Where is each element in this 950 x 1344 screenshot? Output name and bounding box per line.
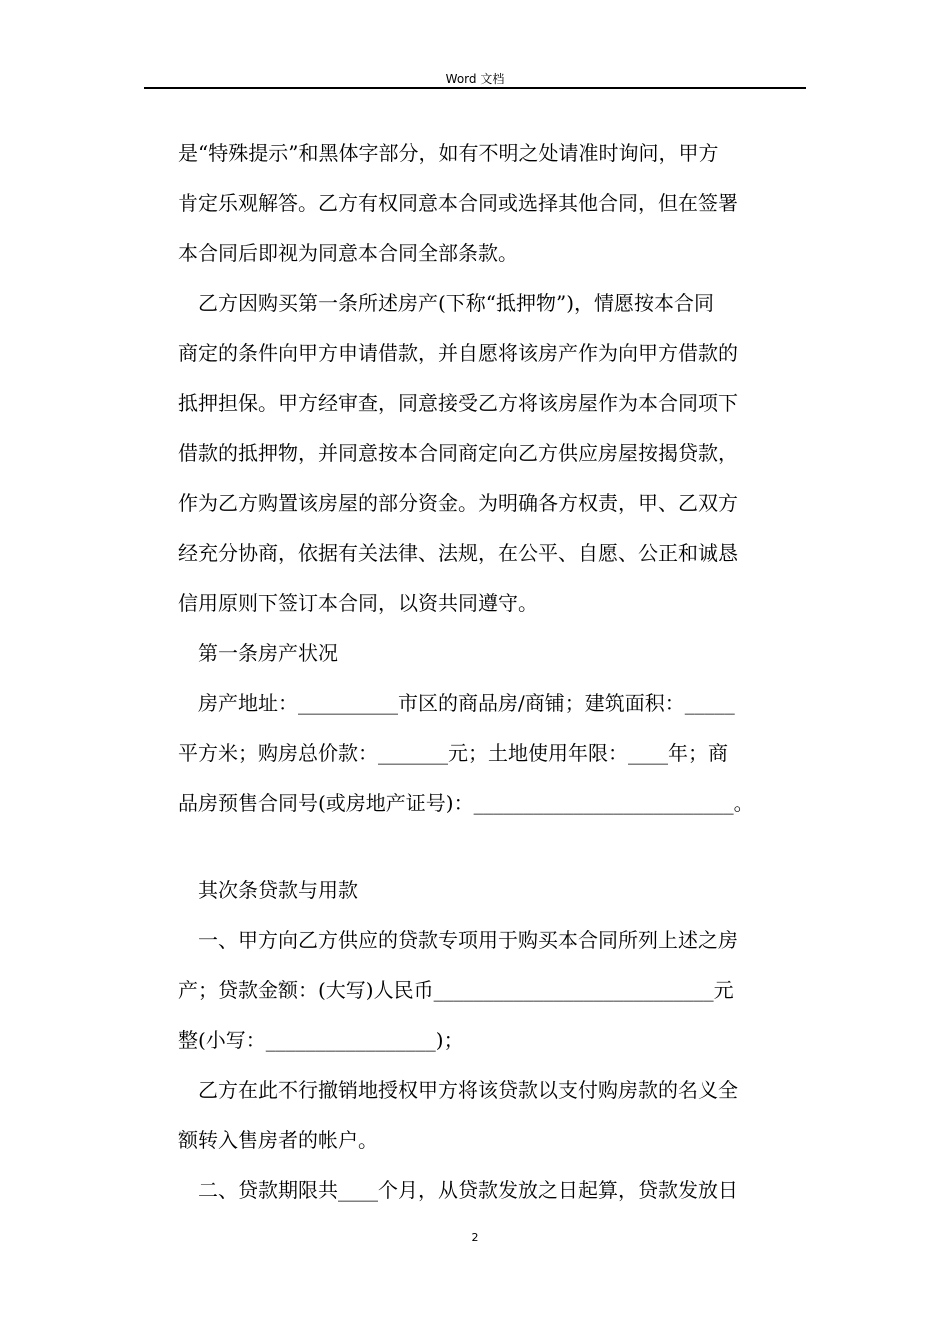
text-line: 经充分协商，依据有关法律、法规，在公平、自愿、公正和诚恳: [178, 541, 738, 565]
document-body: [178, 128, 800, 1215]
paragraph-loan-amount: [178, 915, 800, 1065]
text-line: 是“特殊提示”和黑体字部分，如有不明之处请准时询问，甲方: [178, 141, 719, 165]
section-title-property: 第一条房产状况: [198, 641, 338, 665]
text-line: 房产地址：__________市区的商品房/商铺；建筑面积：_____: [198, 691, 735, 715]
text-line: 抵押担保。甲方经审查，同意接受乙方将该房屋作为本合同项下: [178, 391, 738, 415]
paragraph-authorization: [178, 1065, 800, 1165]
text-line: 品房预售合同号(或房地产证号)：__________________________。: [178, 791, 754, 815]
paragraph-gap: [178, 828, 800, 865]
text-line: 额转入售房者的帐户。: [178, 1128, 378, 1152]
paragraph-loan-term: [178, 1165, 800, 1215]
text-line: 商定的条件向甲方申请借款，并自愿将该房产作为向甲方借款的: [178, 341, 738, 365]
text-line: 一、甲方向乙方供应的贷款专项用于购买本合同所列上述之房: [198, 928, 738, 952]
page-header: Word 文档: [445, 72, 505, 86]
text-line: 平方米；购房总价款：_______元；土地使用年限：____年；商: [178, 741, 728, 765]
text-line: 肯定乐观解答。乙方有权同意本合同或选择其他合同，但在签署: [178, 191, 738, 215]
header-rule: [144, 87, 806, 89]
text-line: 二、贷款期限共____个月，从贷款发放之日起算，贷款发放日: [198, 1178, 738, 1202]
text-line: 本合同后即视为同意本合同全部条款。: [178, 241, 518, 265]
text-line: 整(小写：_________________)；: [178, 1028, 464, 1052]
section-title-loan: 其次条贷款与用款: [198, 878, 358, 902]
text-line: 信用原则下签订本合同，以资共同遵守。: [178, 591, 538, 615]
page-number: 2: [471, 1231, 479, 1244]
paragraph-special-notice: [178, 128, 800, 278]
paragraph-property-details: [178, 678, 800, 828]
text-line: 作为乙方购置该房屋的部分资金。为明确各方权责，甲、乙双方: [178, 491, 738, 515]
text-line: 乙方因购买第一条所述房产(下称“抵押物”)，情愿按本合同: [198, 291, 715, 315]
text-line: 产；贷款金额：(大写)人民币____________________________元: [178, 978, 734, 1002]
paragraph-loan-purpose: [178, 278, 800, 628]
text-line: 乙方在此不行撤销地授权甲方将该贷款以支付购房款的名义全: [198, 1078, 738, 1102]
text-line: 借款的抵押物，并同意按本合同商定向乙方供应房屋按揭贷款，: [178, 441, 738, 465]
